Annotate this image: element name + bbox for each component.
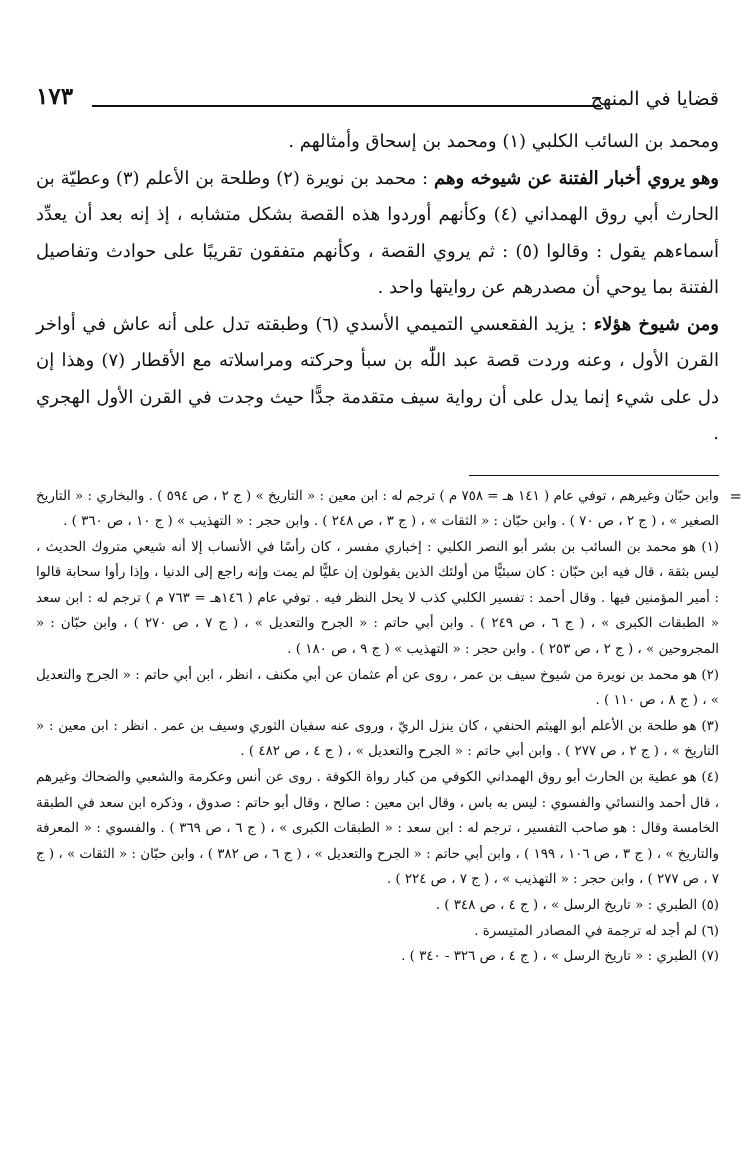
book-page	[36, 82, 742, 970]
footnote-4: (٤) هو عطية بن الحارث أبو روق الهمداني الكوفي من كبار رواة الكوفة . روى عن أنس وعكرمة والشعبي والضحاك وغيرهم ، قال أحمد والنسائي والفسوي : ليس به باس ، وقال ابن معين : صالح ، وقال أبو حاتم : صدوق ، وذكره ابن سعد في الطبقة الخامسة وقال : هو صاحب التفسير ، ترجم له : ابن سعد : « الطبقات الكبرى » ، ( ج ٦ ، ص ٣٦٩ ) . والفسوي : « المعرفة والتاريخ » ، ( ج ٣ ، ص ١٠٦ ، ١٩٩ ) ، وابن أبي حاتم : « الجرح والتعديل » ، ( ج ٦ ، ص ٣٨٢ ) ، وابن حبّان : « الثقات » ، ( ج ٧ ، ص ٢٧٧ ) ، وابن حجر : « التهذيب » ، ( ج ٧ ، ص ٢٢٤ ) .	[36, 770, 719, 888]
footnote-separator	[469, 475, 719, 476]
running-title: قضايا في المنهج	[590, 88, 719, 110]
footnote-5: (٥) الطبري : « تاريخ الرسل » ، ( ج ٤ ، ص ٣٤٨ ) .	[435, 898, 719, 913]
page-header	[36, 82, 719, 122]
main-text	[36, 124, 719, 453]
footnote-2: (٢) هو محمد بن نويرة من شيوخ سيف بن عمر ، روى عن أم عثمان عن أبي مكنف ، انظر ، ابن أبي حاتم : « الجرح والتعديل » ، ( ج ٨ ، ص ١١٠ ) .	[36, 667, 719, 709]
footnote-3: (٣) هو طلحة بن الأعلم أبو الهيثم الحنفي ، كان ينزل الريّ ، وروى عنه سفيان الثوري وسيف بن عمر . انظر : ابن معين : « التاريخ » ، ( ج ٢ ، ص ٢٧٧ ) . وابن أبي حاتم : « الجرح والتعديل » ، ( ج ٤ ، ص ٤٨٢ ) .	[36, 718, 719, 760]
page-number: ١٧٣	[36, 83, 74, 110]
footnote-1: (١) هو محمد بن السائب بن بشر أبو النصر الكلبي : إخباري مفسر ، كان رأسًا في الأنساب إلا أنه شيعي متروك الحديث ، ليس بثقة ، قال فيه ابن حبّان : كان سبئيًّا من أولئك الذين يقولون إن عليًّا لم يمت وإنه راجع إلى الدنيا ، وإذا رأوا سحابة قالوا : أمير المؤمنين فيها . وقال أحمد : تفسير الكلبي كذب لا يحل النظر فيه . توفي عام ( ١٤٦هـ = ٧٦٣ م ) ترجم له : ابن سعد « الطبقات الكبرى » ، ( ج ٦ ، ص ٢٤٩ ) . وابن أبي حاتم : « الجرح والتعديل » ، ( ج ٧ ، ص ٢٧٠ ) ، وابن حبّان : « المجروحين » ، ( ج ٢ ، ص ٢٥٣ ) . وابن حجر : « التهذيب » ( ج ٩ ، ص ١٨٠ ) .	[36, 539, 720, 658]
paragraph-3-lead: ومن شيوخ هؤلاء	[593, 313, 719, 335]
footnotes	[36, 484, 719, 970]
footnote-continuation-mark: =	[729, 487, 742, 505]
paragraph-2-text: : محمد بن نويرة (٢) وطلحة بن الأعلم (٣) وعطيّة بن الحارث أبي روق الهمداني (٤) وكأنهم أوردوا هذه القصة بشكل متشابه ، إذ إنه بعد أن يعدِّد أسماءهم يقول : وقالوا (٥) : ثم يروي القصة ، وكأنهم متفقون تقريبًا على حوادث وتفاصيل الفتنة بما يوحي أن مصدرهم عن روايتها واحد .	[36, 167, 720, 298]
footnote-continuation: وابن حبّان وغيرهم ، توفي عام ( ١٤١ هـ = ٧٥٨ م ) ترجم له : ابن معين : « التاريخ » ( ج ٢ ، ص ٥٩٤ ) . والبخاري : « التاريخ الصغير » ، ( ج ٢ ، ص ٧٠ ) . وابن حبّان : « الثقات » ، ( ج ٣ ، ص ٢٤٨ ) . وابن حجر : « التهذيب » ( ج ١٠ ، ص ٣٦٠ ) .	[36, 488, 719, 530]
paragraph-2-lead: وهو يروي أخبار الفتنة عن شيوخه وهم	[434, 167, 720, 189]
paragraph-3	[36, 307, 719, 453]
header-rule	[92, 105, 601, 107]
paragraph-1: ومحمد بن السائب الكلبي (١) ومحمد بن إسحاق وأمثالهم .	[288, 131, 719, 152]
footnote-7: (٧) الطبري : « تاريخ الرسل » ، ( ج ٤ ، ص ٣٢٦ - ٣٤٠ ) .	[401, 949, 719, 965]
footnote-6: (٦) لم أجد له ترجمة في المصادر المتيسرة .	[474, 923, 719, 939]
paragraph-2	[36, 161, 719, 307]
paragraph-3-text: : يزيد الفقعسي التميمي الأسدي (٦) وطبقته تدل على أنه عاش في أواخر القرن الأول ، وعنه وردت قصة عبد اللّٰه بن سبأ وحركته ومراسلاته مع الأقطار (٧) وهذا إن دل على شيء إنما يدل على أن رواية سيف متقدمة جدًّا حيث وجدت في القرن الأول الهجري .	[36, 313, 719, 444]
